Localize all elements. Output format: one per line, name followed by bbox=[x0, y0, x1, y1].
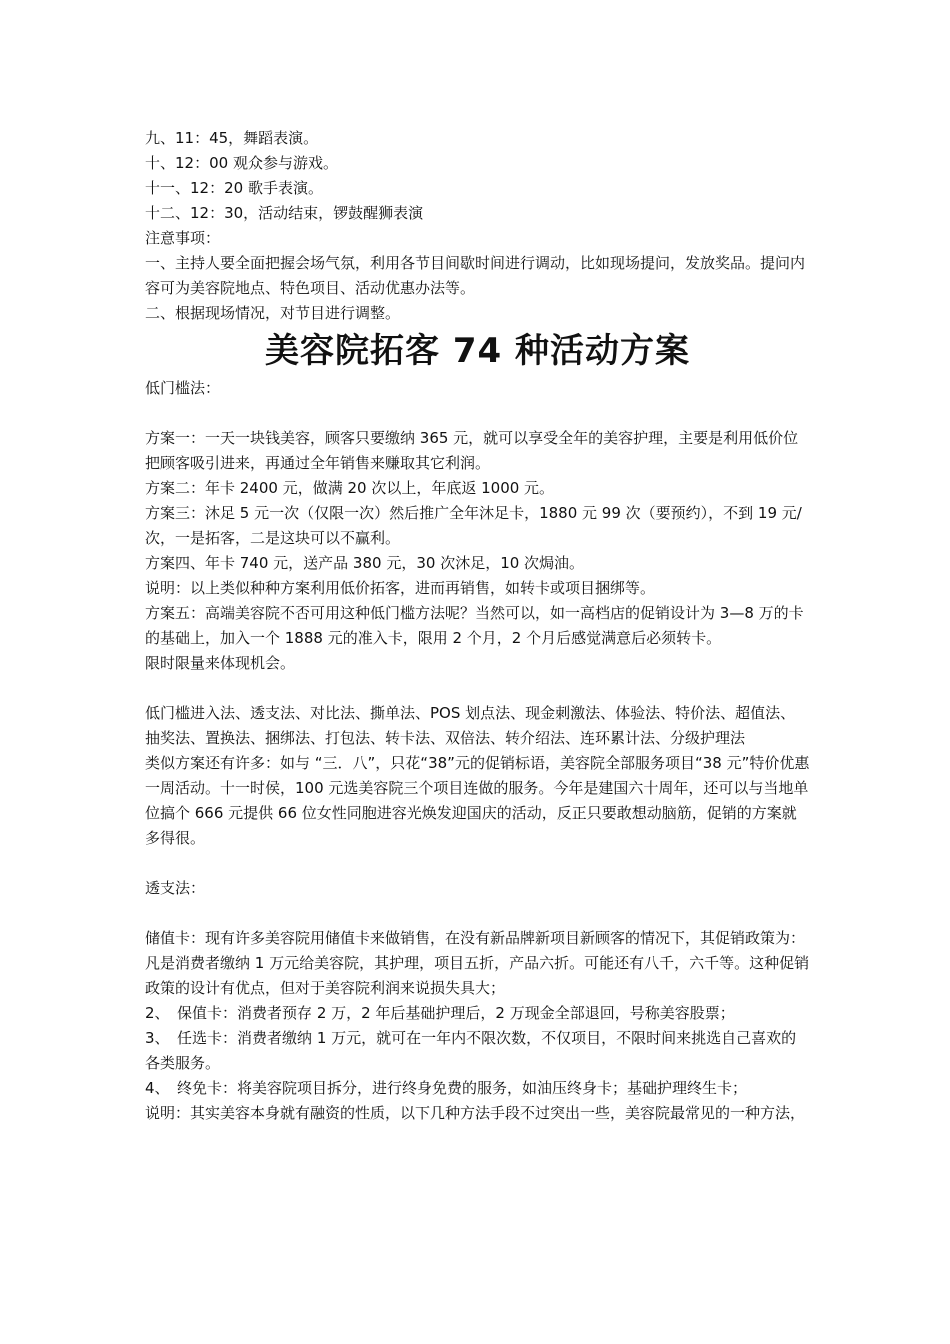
document-page bbox=[145, 126, 810, 1126]
card-optional: 3、 任选卡：消费者缴纳 1 万元，就可在一年内不限次数，不仅项目，不限时间来挑选自己喜欢的各类服务。 bbox=[145, 1029, 797, 1072]
note-1: 一、主持人要全面把握会场气氛，利用各节目间歇时间进行调动，比如现场提问，发放奖品。提问内容可为美容院地点、特色项目、活动优惠办法等。 bbox=[145, 254, 806, 297]
plan-5: 方案五：高端美容院不否可用这种低门槛方法呢？当然可以，如一高档店的促销设计为 3—8 万的卡的基础上，加入一个 1888 元的准入卡，限用 2 个月，2 个月后感觉满意后必须转卡。 bbox=[145, 604, 804, 647]
document-title: 美容院拓客 74 种活动方案 bbox=[265, 331, 690, 371]
plan-note: 说明：以上类似种种方案利用低价拓客，进而再销售，如转卡或项目捆绑等。 bbox=[145, 579, 656, 597]
plan-3: 方案三：沐足 5 元一次（仅限一次）然后推广全年沐足卡，1880 元 99 次（要预约），不到 19 元/次，一是拓客，二是这块可以不赢利。 bbox=[145, 504, 802, 547]
overdraft-heading: 透支法： bbox=[145, 879, 206, 897]
plan-1: 方案一：一天一块钱美容，顾客只要缴纳 365 元，就可以享受全年的美容护理，主要是利用低价位把顾客吸引进来，再通过全年销售来赚取其它利润。 bbox=[145, 429, 799, 472]
plan-4: 方案四、年卡 740 元，送产品 380 元，30 次沐足，10 次焗油。 bbox=[145, 554, 585, 572]
schedule-item-10: 十、12：00 观众参与游戏。 bbox=[145, 154, 338, 172]
low-threshold-heading: 低门槛法： bbox=[145, 379, 221, 397]
similar-plans: 类似方案还有许多：如与 “三．八”，只花“38”元的促销标语，美容院全部服务项目“38 元”特价优惠一周活动。十一时侯，100 元选美容院三个项目连做的服务。今年是建国六十周年，还可以与当地单位搞个 666 元提供 66 位女性同胞进容光焕发迎国庆的活动，反正只要敢想动脑筋，促销的方案就多得很。 bbox=[145, 754, 810, 847]
blank-line bbox=[145, 851, 810, 876]
card-value-preserving: 2、 保值卡：消费者预存 2 万，2 年后基础护理后，2 万现金全部退回，号称美容股票； bbox=[145, 1004, 735, 1022]
limited-offer: 限时限量来体现机会。 bbox=[145, 654, 296, 672]
cards-note: 说明：其实美容本身就有融资的性质，以下几种方法手段不过突出一些，美容院最常见的一种方法， bbox=[145, 1104, 806, 1122]
blank-line bbox=[145, 901, 810, 926]
schedule-item-9: 九、11：45，舞蹈表演。 bbox=[145, 129, 319, 147]
card-stored-value: 储值卡：现有许多美容院用储值卡来做销售，在没有新品牌新项目新顾客的情况下，其促销政策为：凡是消费者缴纳 1 万元给美容院，其护理，项目五折，产品六折。可能还有八千，六千等。这种促销政策的设计有优点，但对于美容院利润来说损失具大； bbox=[145, 929, 810, 997]
card-lifetime-free: 4、 终免卡：将美容院项目拆分，进行终身免费的服务，如油压终身卡；基础护理终生卡； bbox=[145, 1079, 748, 1097]
plan-2: 方案二：年卡 2400 元，做满 20 次以上，年底返 1000 元。 bbox=[145, 479, 555, 497]
blank-line bbox=[145, 676, 810, 701]
schedule-item-11: 十一、12：20 歌手表演。 bbox=[145, 179, 323, 197]
schedule-item-12: 十二、12：30，活动结束，锣鼓醒狮表演 bbox=[145, 204, 424, 222]
methods-list: 低门槛进入法、透支法、对比法、撕单法、POS 划点法、现金刺激法、体验法、特价法、超值法、抽奖法、置换法、捆绑法、打包法、转卡法、双倍法、转介绍法、连环累计法、分级护理法 bbox=[145, 704, 796, 747]
notes-heading: 注意事项： bbox=[145, 229, 221, 247]
blank-line bbox=[145, 401, 810, 426]
note-2: 二、根据现场情况，对节目进行调整。 bbox=[145, 304, 401, 322]
